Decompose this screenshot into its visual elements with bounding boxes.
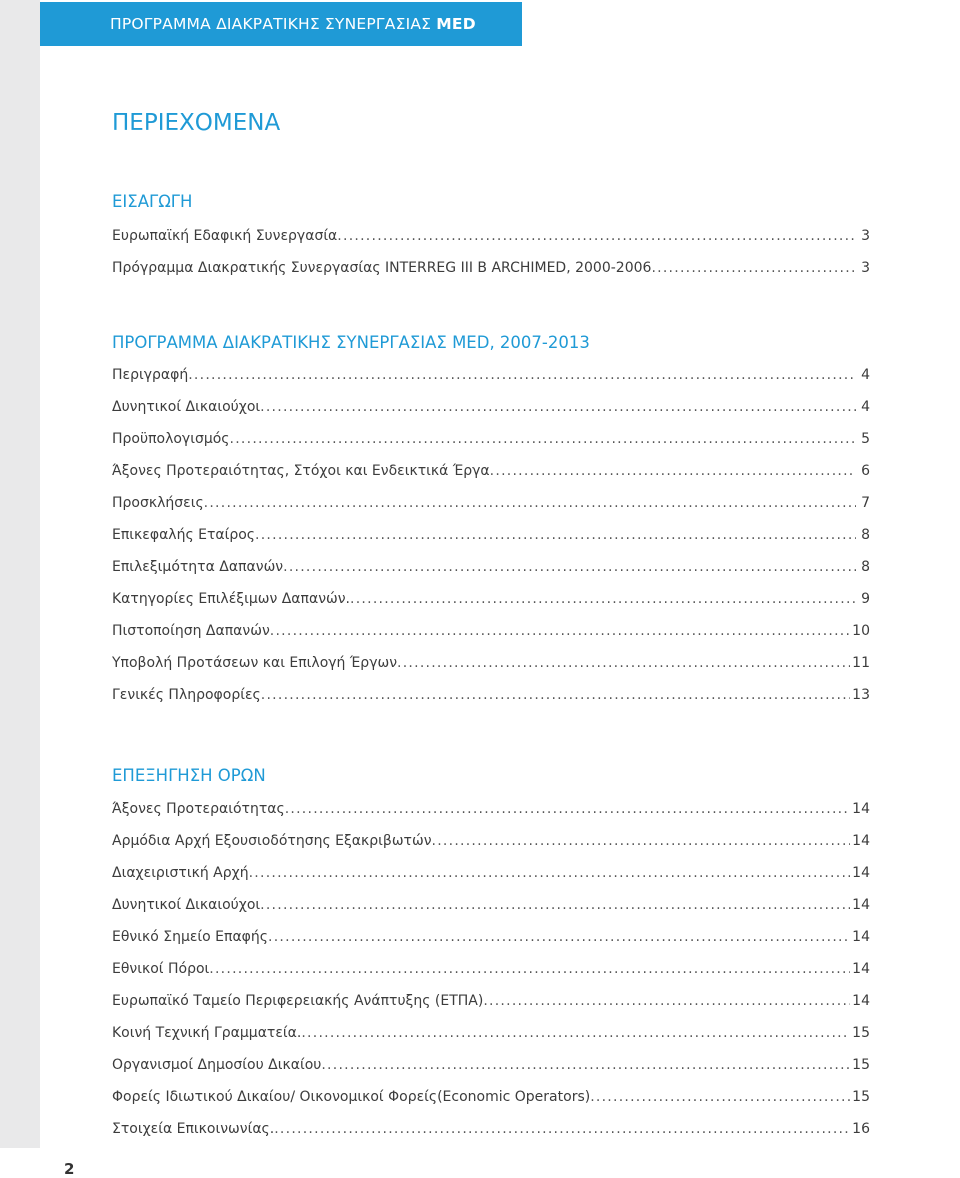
leader-dots: [301, 1025, 850, 1041]
toc-entry-label: Γενικές Πληροφορίες: [112, 687, 261, 703]
leader-dots: [260, 897, 850, 913]
page-number: 2: [64, 1160, 75, 1178]
leader-dots: [270, 623, 850, 639]
leader-dots: [432, 833, 851, 849]
toc-entry-page: 15: [852, 1057, 870, 1073]
toc-entry-page: 14: [852, 993, 870, 1009]
header-band: [40, 2, 522, 46]
toc-entry[interactable]: [112, 993, 870, 1009]
leader-dots: [261, 687, 850, 703]
toc-entry-page: 9: [861, 591, 870, 607]
leader-dots: [260, 399, 856, 415]
toc-entry[interactable]: [112, 228, 870, 244]
toc-entry-page: 8: [861, 527, 870, 543]
toc-entry[interactable]: [112, 1121, 870, 1137]
toc-entry[interactable]: [112, 897, 870, 913]
side-strip: [0, 0, 40, 1148]
toc-entry-page: 15: [852, 1025, 870, 1041]
toc-entry-page: 4: [861, 367, 870, 383]
leader-dots: [204, 495, 856, 511]
toc-entry-page: 14: [852, 801, 870, 817]
leader-dots: [255, 527, 856, 543]
toc-entry-page: 5: [861, 431, 870, 447]
toc-entry[interactable]: [112, 623, 870, 639]
toc-entry-label: Ευρωπαϊκή Εδαφική Συνεργασία: [112, 228, 338, 244]
toc-entry-label: Πιστοποίηση Δαπανών: [112, 623, 270, 639]
toc-entry[interactable]: [112, 961, 870, 977]
toc-entry-label: Αρμόδια Αρχή Εξουσιοδότησης Εξακριβωτών: [112, 833, 432, 849]
toc-entry-label: Πρόγραμμα Διακρατικής Συνεργασίας INTERREG III B ARCHIMED, 2000-2006: [112, 260, 652, 276]
toc-entry-page: 6: [861, 463, 870, 479]
toc-entry[interactable]: [112, 801, 870, 817]
header-program-bold: MED: [436, 15, 476, 33]
leader-dots: [188, 367, 856, 383]
toc-entry-label: Εθνικοί Πόροι: [112, 961, 210, 977]
leader-dots: [268, 929, 850, 945]
toc-entry-page: 15: [852, 1089, 870, 1105]
toc-entry[interactable]: [112, 367, 870, 383]
header-program: ΠΡΟΓΡΑΜΜΑ ΔΙΑΚΡΑΤΙΚΗΣ ΣΥΝΕΡΓΑΣΙΑΣ: [110, 15, 432, 33]
toc-entry-label: Εθνικό Σημείο Επαφής: [112, 929, 269, 945]
toc-entry-label: Κατηγορίες Επιλέξιμων Δαπανών.: [112, 591, 351, 607]
leader-dots: [283, 559, 856, 575]
toc-entry-label: Άξονες Προτεραιότητας, Στόχοι και Ενδεικτικά Έργα: [112, 463, 490, 479]
leader-dots: [490, 463, 856, 479]
toc-entry[interactable]: [112, 687, 870, 703]
toc-entry-label: Επικεφαλής Εταίρος: [112, 527, 256, 543]
toc-entry-label: Άξονες Προτεραιότητας: [112, 801, 285, 817]
leader-dots: [651, 260, 856, 276]
toc-entry[interactable]: [112, 833, 870, 849]
toc-entry[interactable]: [112, 655, 870, 671]
section-title-intro: ΕΙΣΑΓΩΓΗ: [112, 192, 193, 211]
toc-entry-page: 14: [852, 961, 870, 977]
toc-entry[interactable]: [112, 559, 870, 575]
toc-entry-label: Οργανισμοί Δημοσίου Δικαίου: [112, 1057, 322, 1073]
toc-entry[interactable]: [112, 495, 870, 511]
toc-entry-page: 3: [861, 260, 870, 276]
toc-entry-label: Φορείς Ιδιωτικού Δικαίου/ Οικονομικοί Φορείς(Economic Operators): [112, 1089, 591, 1105]
toc-entry-label: Περιγραφή: [112, 367, 189, 383]
toc-entry-page: 4: [861, 399, 870, 415]
toc-entry-page: 14: [852, 833, 870, 849]
toc-entry-page: 14: [852, 929, 870, 945]
toc-entry-label: Στοιχεία Επικοινωνίας.: [112, 1121, 275, 1137]
toc-entry-label: Δυνητικοί Δικαιούχοι: [112, 897, 261, 913]
leader-dots: [209, 961, 850, 977]
toc-entry-label: Προσκλήσεις: [112, 495, 204, 511]
toc-entry[interactable]: [112, 929, 870, 945]
toc-entry-label: Προϋπολογισμός: [112, 431, 230, 447]
toc-entry-page: 11: [852, 655, 870, 671]
section-title-terms: ΕΠΕΞΗΓΗΣΗ ΟΡΩΝ: [112, 766, 266, 785]
leader-dots: [249, 865, 851, 881]
toc-entry[interactable]: [112, 1057, 870, 1073]
leader-dots: [337, 228, 856, 244]
leader-dots: [274, 1121, 850, 1137]
toc-entry-page: 14: [852, 865, 870, 881]
toc-entry-page: 7: [861, 495, 870, 511]
toc-entry[interactable]: [112, 1089, 870, 1105]
toc-entry[interactable]: [112, 431, 870, 447]
toc-entry-page: 16: [852, 1121, 870, 1137]
toc-entry-label: Δυνητικοί Δικαιούχοι: [112, 399, 261, 415]
toc-entry-page: 8: [861, 559, 870, 575]
toc-entry[interactable]: [112, 591, 870, 607]
leader-dots: [397, 655, 850, 671]
toc-entry-label: Διαχειριστική Αρχή: [112, 865, 249, 881]
toc-entry-label: Υποβολή Προτάσεων και Επιλογή Έργων: [112, 655, 398, 671]
section-title-program: ΠΡΟΓΡΑΜΜΑ ΔΙΑΚΡΑΤΙΚΗΣ ΣΥΝΕΡΓΑΣΙΑΣ MED, 2007-2013: [112, 333, 590, 352]
leader-dots: [350, 591, 856, 607]
leader-dots: [285, 801, 850, 817]
toc-entry[interactable]: [112, 399, 870, 415]
toc-entry-page: 13: [852, 687, 870, 703]
toc-entry-label: Επιλεξιμότητα Δαπανών: [112, 559, 284, 575]
leader-dots: [230, 431, 856, 447]
toc-entry-page: 10: [852, 623, 870, 639]
toc-entry[interactable]: [112, 260, 870, 276]
toc-entry-page: 3: [861, 228, 870, 244]
toc-entry-label: Κοινή Τεχνική Γραμματεία.: [112, 1025, 302, 1041]
page-title: ΠΕΡΙΕΧΟΜΕΝΑ: [112, 110, 281, 136]
toc-entry[interactable]: [112, 865, 870, 881]
toc-entry[interactable]: [112, 1025, 870, 1041]
toc-entry[interactable]: [112, 527, 870, 543]
toc-entry-page: 14: [852, 897, 870, 913]
toc-entry[interactable]: [112, 463, 870, 479]
toc-entry-label: Ευρωπαϊκό Ταμείο Περιφερειακής Ανάπτυξης (ΕΤΠΑ): [112, 993, 484, 1009]
leader-dots: [483, 993, 850, 1009]
leader-dots: [590, 1089, 850, 1105]
leader-dots: [321, 1057, 850, 1073]
